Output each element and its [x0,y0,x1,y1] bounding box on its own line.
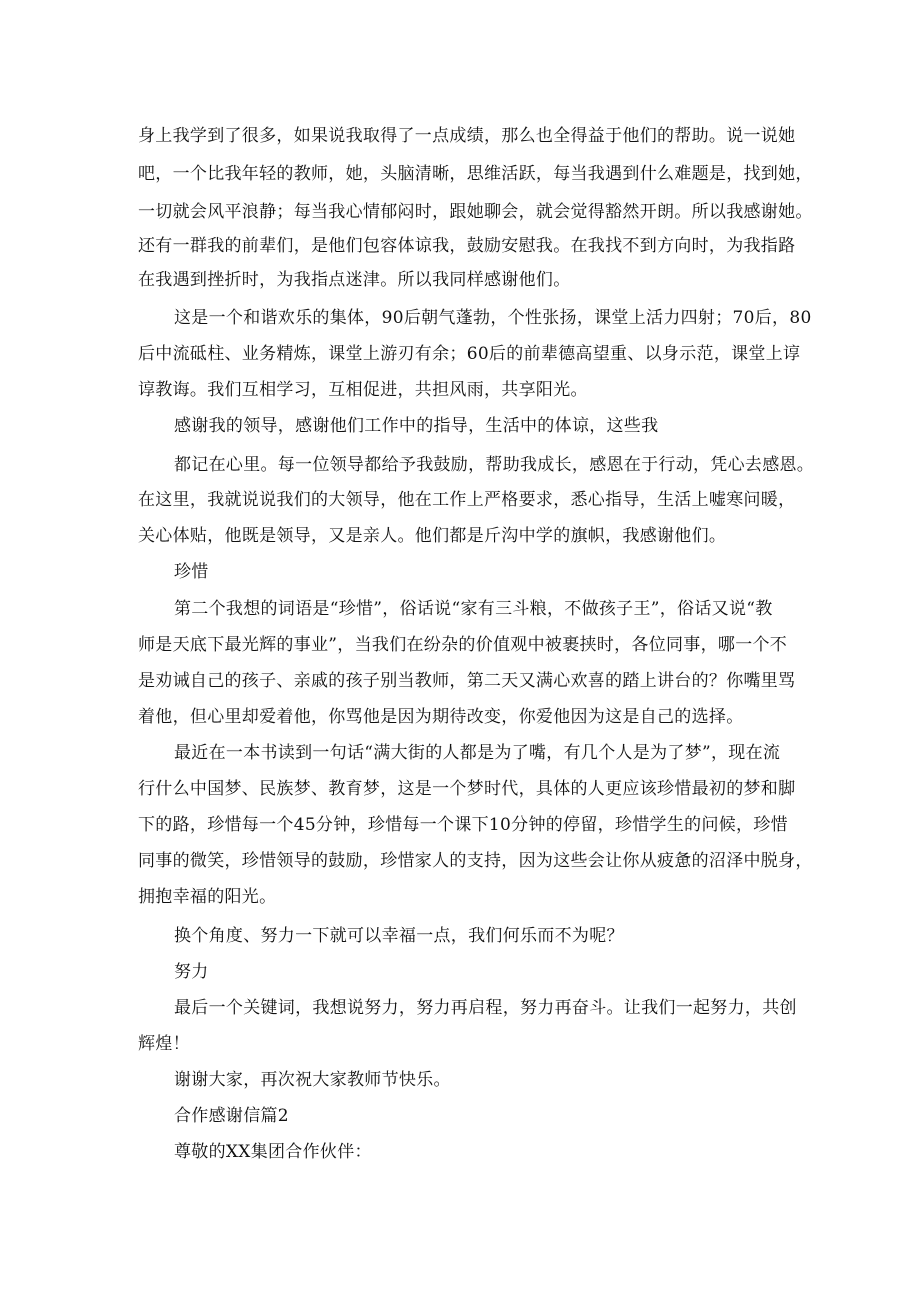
paragraph-start: 感谢我的领导，感谢他们工作中的指导，生活中的体谅，这些我 [174,416,659,436]
text-line: 后中流砥柱、业务精炼，课堂上游刃有余；60后的前辈德高望重、以身示范，课堂上谆 [138,344,801,364]
text-line: 都记在心里。每一位领导都给予我鼓励，帮助我成长，感恩在于行动，凭心去感恩。 [174,455,815,475]
text-line: 师是天底下最光辉的事业”，当我们在纷杂的价值观中被裹挟时，各位同事，哪一个不 [138,635,788,655]
text-line: 下的路，珍惜每一个45分钟，珍惜每一个课下10分钟的停留，珍惜学生的问候，珍惜 [138,815,788,835]
section-heading: 努力 [174,962,209,982]
text-line: 谆教诲。我们互相学习，互相促进，共担风雨，共享阳光。 [138,380,588,400]
text-line: 辉煌！ [138,1034,190,1054]
text-line: 身上我学到了很多，如果说我取得了一点成绩，那么也全得益于他们的帮助。说一说她 [138,126,796,146]
paragraph-start: 最近在一本书读到一句话“满大街的人都是为了嘴，有几个人是为了梦”，现在流 [174,743,781,763]
paragraph-start: 换个角度、努力一下就可以幸福一点，我们何乐而不为呢？ [174,926,624,946]
text-line: 在我遇到挫折时，为我指点迷津。所以我同样感谢他们。 [138,270,571,290]
paragraph-start: 谢谢大家，再次祝大家教师节快乐。 [174,1070,451,1090]
text-line: 拥抱幸福的阳光。 [138,887,277,907]
text-line: 关心体贴，他既是领导，又是亲人。他们都是斤沟中学的旗帜，我感谢他们。 [138,526,727,546]
paragraph-start: 这是一个和谐欢乐的集体，90后朝气蓬勃，个性张扬，课堂上活力四射；70后，80 [174,308,812,328]
salutation: 尊敬的XX集团合作伙伴： [174,1142,372,1162]
text-line: 同事的微笑，珍惜领导的鼓励，珍惜家人的支持，因为这些会让你从疲惫的沼泽中脱身， [138,851,813,871]
text-line: 在这里，我就说说我们的大领导，他在工作上严格要求，悉心指导，生活上嘘寒问暖， [138,490,796,510]
text-line: 着他，但心里却爱着他，你骂他是因为期待改变，你爱他因为这是自己的选择。 [138,707,744,727]
text-line: 行什么中国梦、民族梦、教育梦，这是一个梦时代，具体的人更应该珍惜最初的梦和脚 [138,779,796,799]
section-title: 合作感谢信篇2 [174,1106,289,1126]
text-line: 是劝诫自己的孩子、亲戚的孩子别当教师，第二天又满心欢喜的踏上讲台的？你嘴里骂 [138,671,796,691]
text-line: 还有一群我的前辈们，是他们包容体谅我，鼓励安慰我。在我找不到方向时，为我指路 [138,236,796,256]
section-heading: 珍惜 [174,562,209,582]
paragraph-start: 第二个我想的词语是“珍惜”，俗话说“家有三斗粮，不做孩子王”，俗话又说“教 [174,599,773,619]
text-line: 吧，一个比我年轻的教师，她，头脑清晰，思维活跃，每当我遇到什么难题是，找到她， [138,164,813,184]
paragraph-start: 最后一个关键词，我想说努力，努力再启程，努力再奋斗。让我们一起努力，共创 [174,998,797,1018]
text-line: 一切就会风平浪静；每当我心情郁闷时，跟她聊会，就会觉得豁然开朗。所以我感谢她。 [138,202,813,222]
